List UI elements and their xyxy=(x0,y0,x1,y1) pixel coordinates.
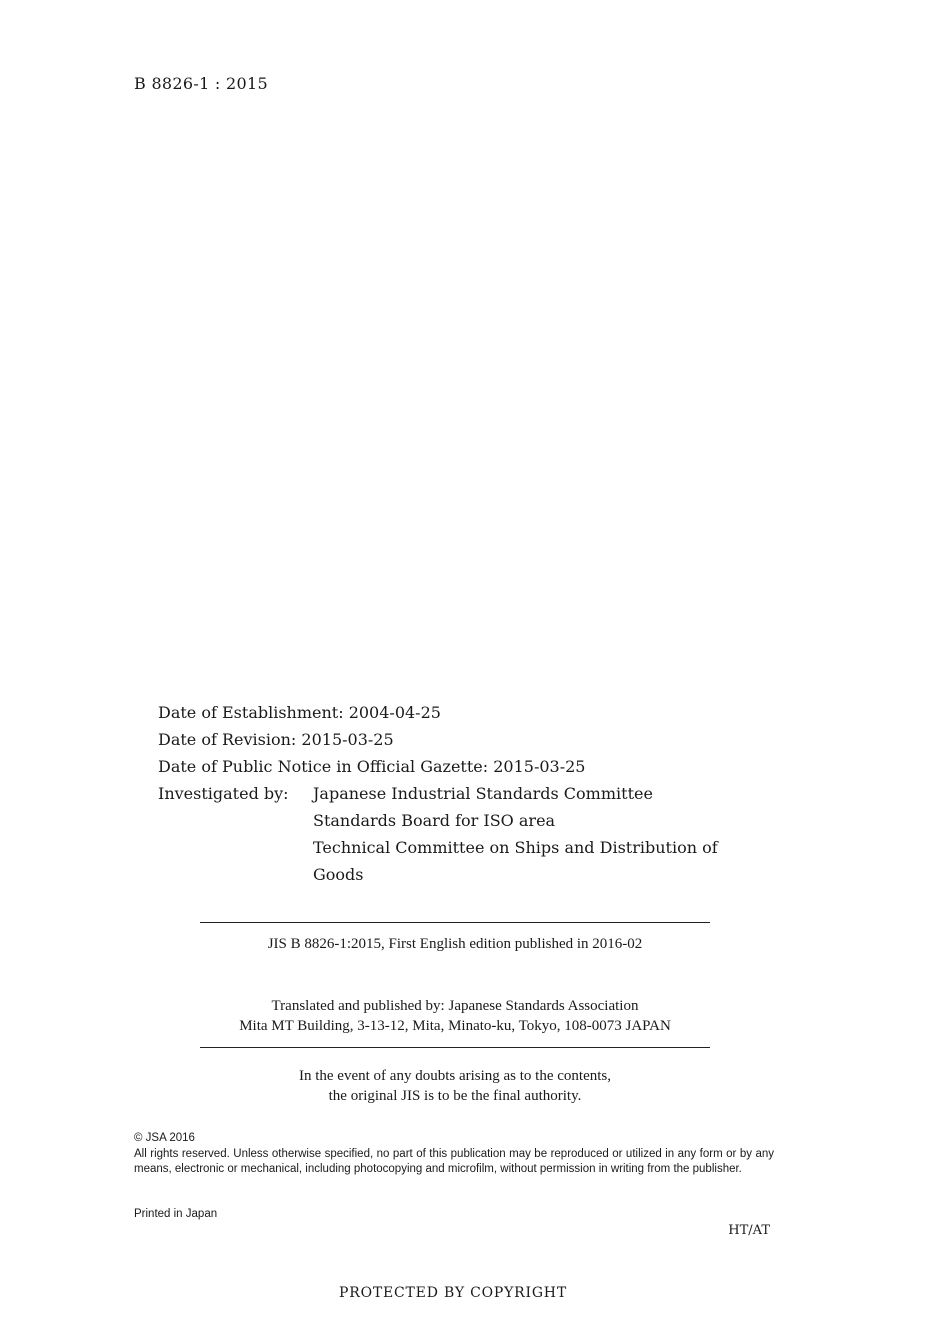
publisher-address: Mita MT Building, 3-13-12, Mita, Minato-ku, Tokyo, 108-0073 JAPAN xyxy=(239,1018,671,1034)
date-revision: Date of Revision: 2015-03-25 xyxy=(158,730,394,749)
investigated-label: Investigated by: xyxy=(158,784,289,803)
document-code: HT/AT xyxy=(728,1223,770,1238)
investigated-row xyxy=(158,780,798,888)
investigated-list xyxy=(313,780,798,888)
date-public-notice: Date of Public Notice in Official Gazette: 2015-03-25 xyxy=(158,757,586,776)
investigator-item: Goods xyxy=(313,865,364,884)
publisher-line: Translated and published by: Japanese Standards Association xyxy=(271,998,639,1014)
copyright-footer: PROTECTED BY COPYRIGHT xyxy=(339,1285,567,1301)
investigator-item: Standards Board for ISO area xyxy=(313,811,556,830)
authority-note xyxy=(200,1066,710,1106)
edition-line: JIS B 8826-1:2015, First English edition published in 2016-02 xyxy=(267,936,643,952)
date-establishment: Date of Establishment: 2004-04-25 xyxy=(158,703,441,722)
copyright-block xyxy=(134,1131,774,1178)
publisher-block xyxy=(200,996,710,1036)
authority-line: In the event of any doubts arising as to the contents, xyxy=(298,1068,611,1084)
printed-in: Printed in Japan xyxy=(134,1208,218,1220)
copyright-notice: © JSA 2016 xyxy=(134,1132,195,1144)
divider-bottom xyxy=(200,1047,710,1048)
investigator-item: Japanese Industrial Standards Committee xyxy=(313,784,653,803)
divider-top xyxy=(200,922,710,923)
authority-line: the original JIS is to be the final authority. xyxy=(328,1088,582,1104)
investigator-item: Technical Committee on Ships and Distribution of xyxy=(313,838,718,857)
dates-block xyxy=(158,699,798,888)
rights-statement: All rights reserved. Unless otherwise specified, no part of this publication may be reproduced or utilized in any form or by any means, electronic or mechanical, including photocopying and microfilm, without permission in writing from the publisher. xyxy=(134,1147,774,1175)
standard-id: B 8826-1 : 2015 xyxy=(134,74,268,93)
